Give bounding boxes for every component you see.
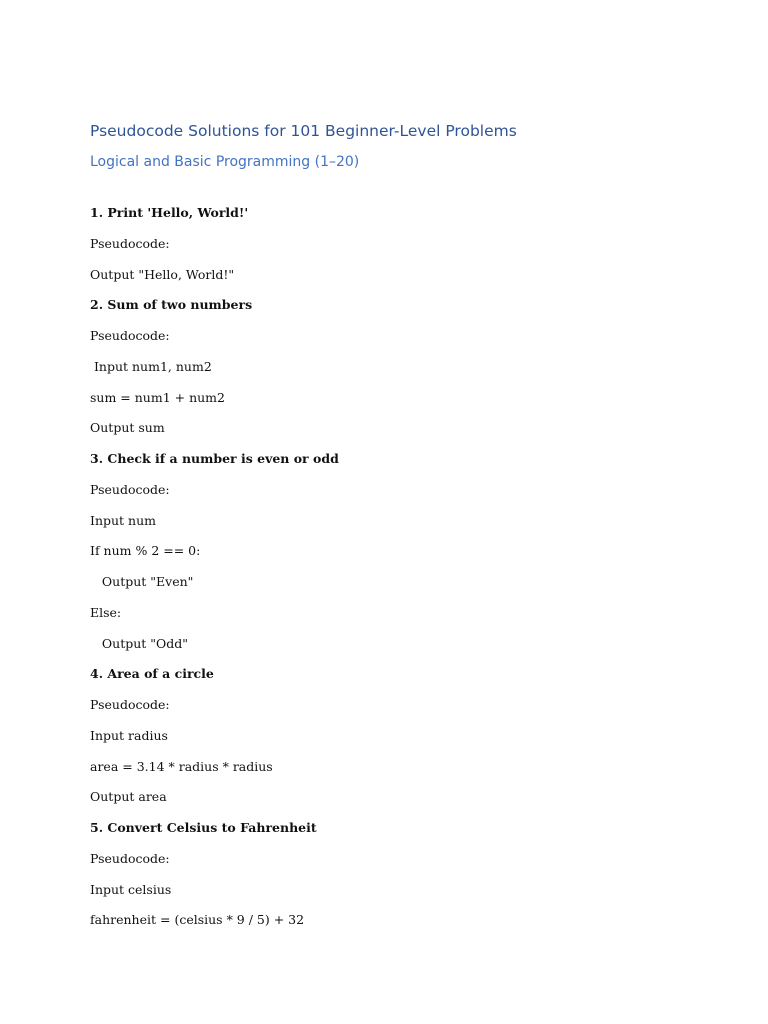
code-line: Output area: [90, 789, 167, 804]
problem-heading: 2. Sum of two numbers: [90, 297, 253, 312]
problem-heading: 5. Convert Celsius to Fahrenheit: [90, 820, 317, 835]
problem-heading: 3. Check if a number is even or odd: [90, 451, 339, 466]
code-line: Output "Odd": [90, 636, 189, 651]
code-line: Input num1, num2: [90, 359, 212, 374]
pseudocode-label: Pseudocode:: [90, 482, 170, 497]
code-line: Input radius: [90, 728, 168, 743]
pseudocode-label: Pseudocode:: [90, 851, 170, 866]
code-line: Output sum: [90, 420, 165, 435]
code-line: Output "Even": [90, 574, 194, 589]
pseudocode-label: Pseudocode:: [90, 328, 170, 343]
section-title: Logical and Basic Programming (1–20): [90, 154, 360, 170]
problem-heading: 4. Area of a circle: [90, 666, 214, 681]
code-line: Output "Hello, World!": [90, 267, 235, 282]
document-title: Pseudocode Solutions for 101 Beginner-Level Problems: [90, 122, 517, 140]
code-line: sum = num1 + num2: [90, 390, 225, 405]
code-line: Input num: [90, 513, 156, 528]
pseudocode-label: Pseudocode:: [90, 697, 170, 712]
problem-heading: 1. Print 'Hello, World!': [90, 205, 249, 220]
code-line: Else:: [90, 605, 122, 620]
code-line: area = 3.14 * radius * radius: [90, 759, 273, 774]
code-line: If num % 2 == 0:: [90, 543, 201, 558]
code-line: Input celsius: [90, 882, 172, 897]
pseudocode-label: Pseudocode:: [90, 236, 170, 251]
code-line: fahrenheit = (celsius * 9 / 5) + 32: [90, 912, 305, 927]
